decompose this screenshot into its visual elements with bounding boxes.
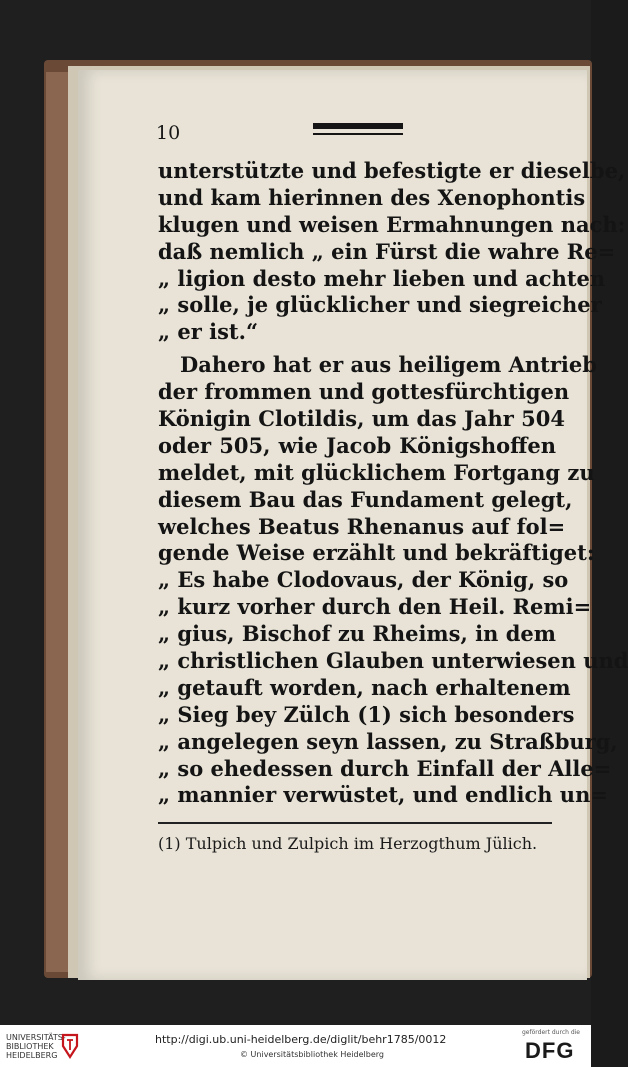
text-line: „ Sieg bey Zülch (1) sich besonders xyxy=(158,701,575,727)
footnote: (1) Tulpich und Zulpich im Herzogthum Jülich. xyxy=(158,834,538,853)
text-line: „ mannier verwüstet, und endlich un= xyxy=(158,782,608,808)
text-line: diesem Bau das Fundament gelegt, xyxy=(158,486,573,512)
text-line: „ solle, je glücklicher und siegreicher xyxy=(158,292,602,318)
text-line: der frommen und gottesfürchtigen xyxy=(158,379,570,405)
text-line: daß nemlich „ ein Fürst die wahre Re= xyxy=(158,238,616,264)
header-rule-thin xyxy=(313,133,403,135)
text-line: „ so ehedessen durch Einfall der Alle= xyxy=(158,755,612,781)
dfg-logo: DFG xyxy=(525,1038,575,1063)
text-line: meldet, mit glücklichem Fortgang zu xyxy=(158,459,595,485)
text-line: „ kurz vorher durch den Heil. Remi= xyxy=(158,594,592,620)
text-line: Königin Clotildis, um das Jahr 504 xyxy=(158,406,565,432)
text-line: gende Weise erzählt und bekräftiget: xyxy=(158,540,595,566)
text-line: „ getauft worden, nach erhaltenem xyxy=(158,674,571,700)
text-line: oder 505, wie Jacob Königshoffen xyxy=(158,432,556,458)
viewer-footer xyxy=(0,1025,591,1067)
text-line: klugen und weisen Ermahnungen nach: xyxy=(158,211,626,237)
permalink-url[interactable]: http://digi.ub.uni-heidelberg.de/diglit/behr1785/0012 xyxy=(155,1033,447,1046)
text-line: „ Es habe Clodovaus, der König, so xyxy=(158,567,569,593)
library-name: UNIVERSITÄTS- BIBLIOTHEK HEIDELBERG xyxy=(6,1033,66,1060)
book-page xyxy=(78,70,628,980)
text-line: welches Beatus Rhenanus auf fol= xyxy=(158,513,566,539)
text-line: „ er ist.“ xyxy=(158,319,259,345)
text-line: „ angelegen seyn lassen, zu Straßburg, xyxy=(158,728,618,754)
page-number: 10 xyxy=(156,122,181,144)
cover-edge xyxy=(46,72,68,972)
copyright-notice: © Universitätsbibliothek Heidelberg xyxy=(240,1050,385,1059)
footnote-rule xyxy=(158,822,552,824)
text-line: Dahero hat er aus heiligem Antrieb xyxy=(180,352,597,378)
text-line: unterstützte und befestigte er dieselbe, xyxy=(158,158,626,183)
text-line: „ ligion desto mehr lieben und achten xyxy=(158,265,606,291)
text-line: „ christlichen Glauben unterwiesen und xyxy=(158,648,628,674)
library-logo-icon xyxy=(60,1032,80,1060)
text-line: und kam hierinnen des Xenophontis xyxy=(158,184,586,210)
text-line: „ gius, Bischof zu Rheims, in dem xyxy=(158,621,556,647)
body-text xyxy=(158,158,628,809)
funded-by-label: gefördert durch die xyxy=(522,1029,580,1036)
header-rule xyxy=(313,123,403,129)
